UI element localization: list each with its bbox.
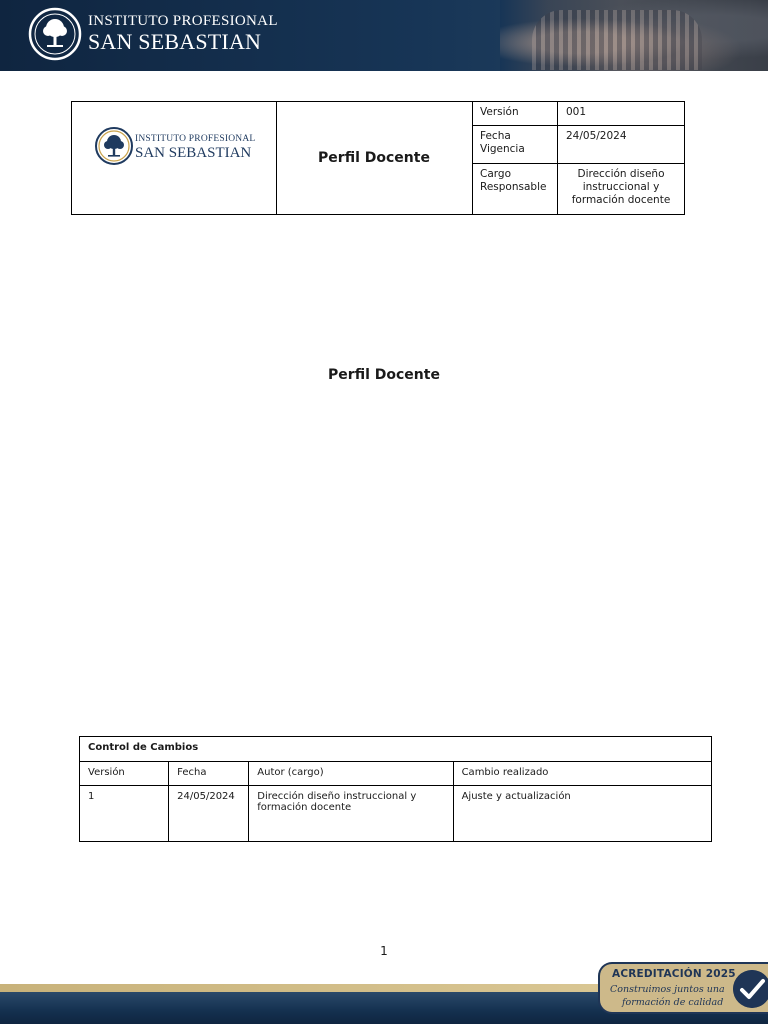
page-number: 1: [380, 944, 388, 958]
cell-version: 1: [80, 786, 169, 842]
column-header-version: Versión: [80, 762, 169, 786]
page-title: Perfil Docente: [328, 367, 440, 383]
document-header-table: [71, 101, 685, 215]
doc-title: Perfil Docente: [276, 102, 473, 214]
meta-value: 001: [566, 106, 587, 118]
banner-brand: [88, 14, 278, 53]
meta-row-date: [472, 126, 684, 164]
meta-row-version: [472, 102, 684, 126]
meta-value: Dirección diseño instruccional y formación docente: [571, 168, 671, 206]
accreditation-badge: [598, 962, 768, 1014]
meta-value: 24/05/2024: [566, 130, 627, 142]
table-row: [80, 786, 712, 842]
meta-key: Cargo Responsable: [472, 164, 558, 214]
doc-brand-line1: INSTITUTO PROFESIONAL: [135, 134, 256, 144]
accreditation-slogan-line2: formación de calidad: [622, 997, 724, 1008]
change-control-caption: Control de Cambios: [80, 737, 712, 762]
banner-photo: [500, 0, 768, 71]
meta-row-responsible: [472, 164, 684, 214]
meta-key: Versión: [472, 102, 558, 125]
checkmark-icon: [733, 970, 768, 1008]
doc-logo-cell: [72, 102, 277, 214]
doc-meta: [472, 102, 684, 214]
column-header-date: Fecha: [169, 762, 249, 786]
footer-gold-stripe: [0, 984, 600, 992]
change-control-table: [79, 736, 712, 842]
doc-brand: [135, 135, 255, 161]
top-banner: [0, 0, 768, 71]
cell-author: Dirección diseño instruccional y formación docente: [249, 786, 453, 842]
accreditation-slogan-line1: Construimos juntos una: [610, 984, 725, 995]
column-header-author: Autor (cargo): [249, 762, 453, 786]
cell-date: 24/05/2024: [169, 786, 249, 842]
institute-crest-icon: [94, 124, 134, 170]
meta-key: Fecha Vigencia: [472, 126, 558, 163]
banner-photo-crowd: [532, 10, 702, 70]
cell-change: Ajuste y actualización: [453, 786, 711, 842]
banner-brand-line2: SAN SEBASTIAN: [88, 29, 262, 54]
accreditation-title: ACREDITACIÓN 2025: [612, 968, 736, 980]
table-header-row: [80, 762, 712, 786]
institute-crest-icon: [28, 7, 82, 61]
column-header-change: Cambio realizado: [453, 762, 711, 786]
doc-brand-line2: SAN SEBASTIAN: [135, 144, 252, 161]
banner-brand-line1: INSTITUTO PROFESIONAL: [88, 13, 278, 29]
